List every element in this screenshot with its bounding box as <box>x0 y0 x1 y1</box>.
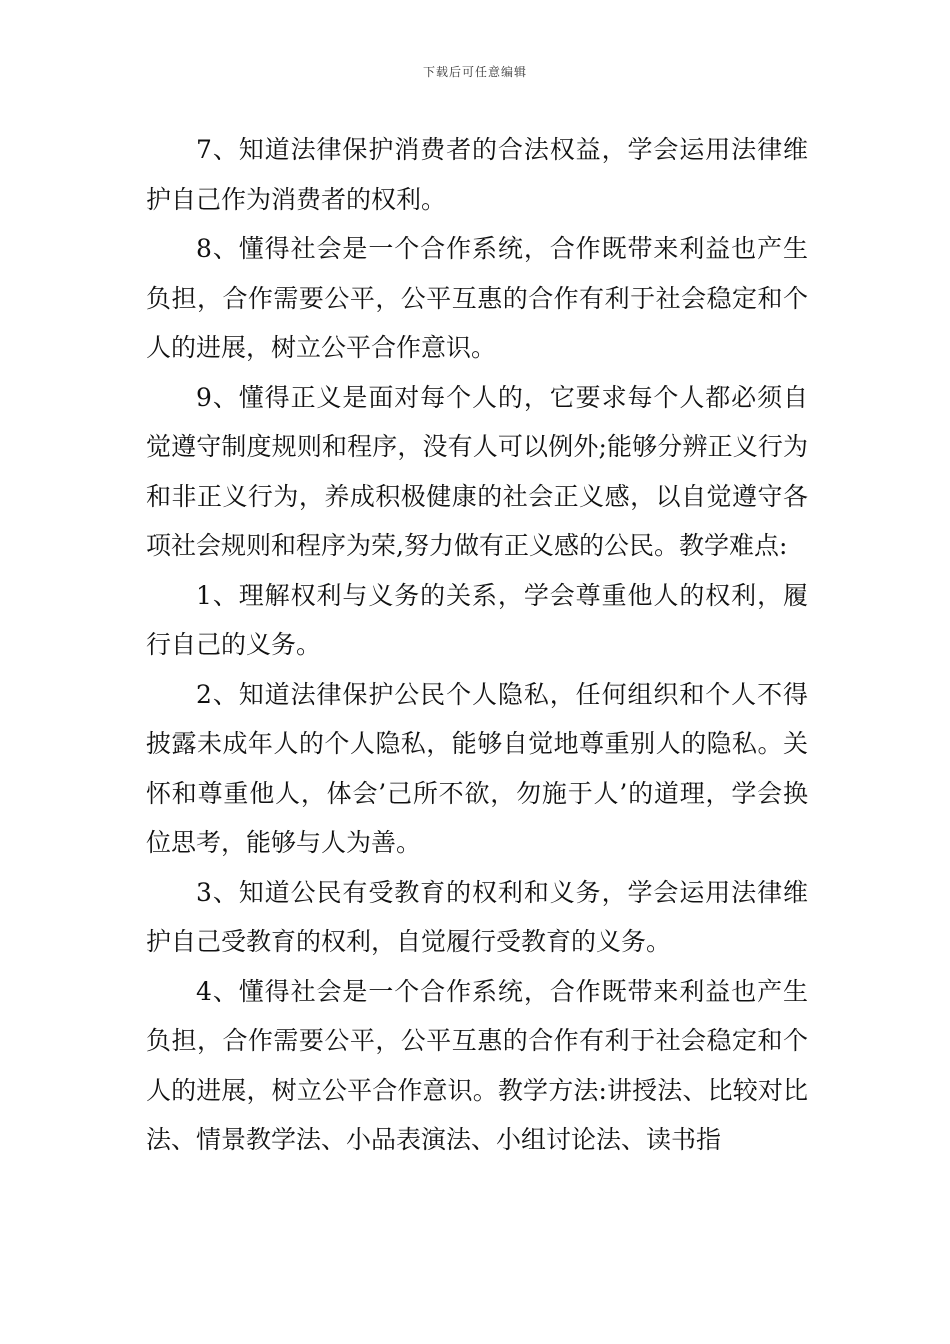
page-header: 下载后可任意编辑 <box>422 65 527 79</box>
paragraph-difficulty-4: 4、懂得社会是一个合作系统，合作既带来利益也产生负担，合作需要公平，公平互惠的合作有利于社会稳定和个人的进展，树立公平合作意识。教学方法:讲授法、比较对比法、情景教学法、小品表演法、小组讨论法、读书指 <box>146 976 808 1154</box>
document-body <box>146 125 808 1165</box>
paragraph-difficulty-2: 2、知道法律保护公民个人隐私，任何组织和个人不得披露未成年人的个人隐私，能够自觉地尊重别人的隐私。关怀和尊重他人，体会’己所不欲，勿施于人’的道理，学会换位思考，能够与人为善。 <box>146 679 808 857</box>
paragraph-item-7: 7、知道法律保护消费者的合法权益，学会运用法律维护自己作为消费者的权利。 <box>146 135 808 214</box>
paragraph-difficulty-1: 1、理解权利与义务的关系，学会尊重他人的权利，履行自己的义务。 <box>146 580 808 659</box>
paragraph-item-8: 8、懂得社会是一个合作系统，合作既带来利益也产生负担，合作需要公平，公平互惠的合作有利于社会稳定和个人的进展，树立公平合作意识。 <box>146 234 808 362</box>
paragraph-item-9: 9、懂得正义是面对每个人的，它要求每个人都必须自觉遵守制度规则和程序，没有人可以例外;能够分辨正义行为和非正义行为，养成积极健康的社会正义感，以自觉遵守各项社会规则和程序为荣,努力做有正义感的公民。教学难点: <box>146 382 808 560</box>
paragraph-difficulty-3: 3、知道公民有受教育的权利和义务，学会运用法律维护自己受教育的权利，自觉履行受教育的义务。 <box>146 877 808 956</box>
